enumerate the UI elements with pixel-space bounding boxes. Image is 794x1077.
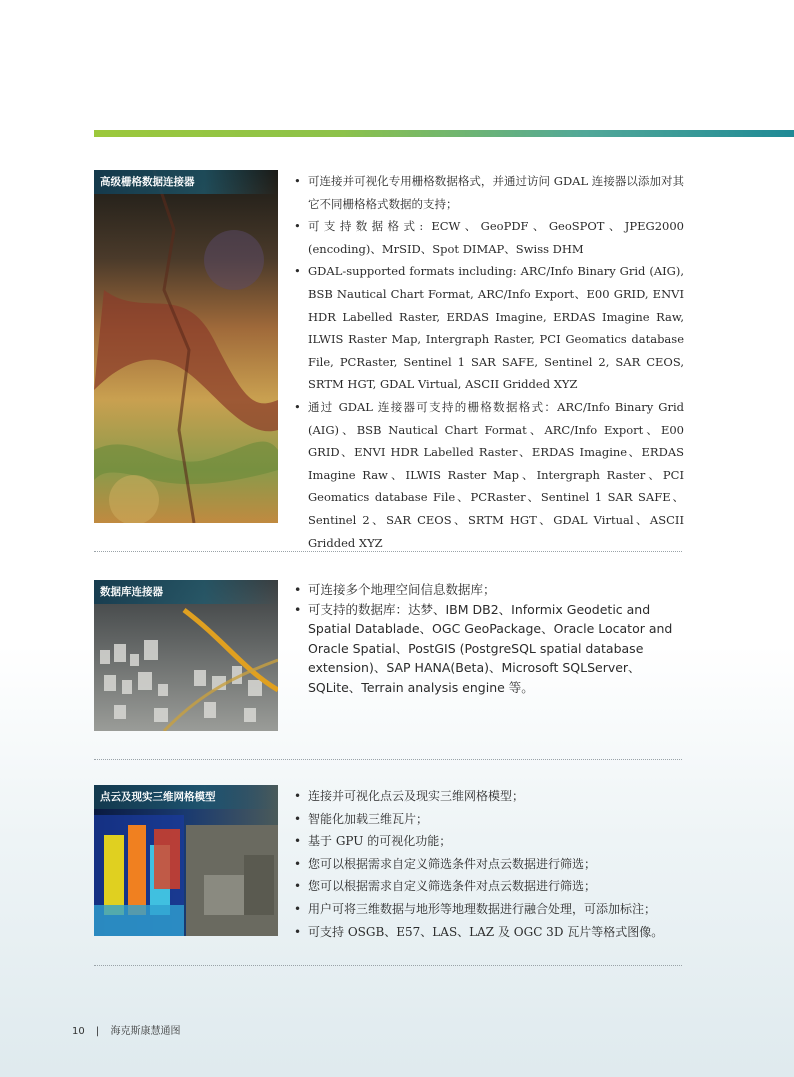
list-item: • 连接并可视化点云及现实三维网格模型；	[294, 785, 684, 808]
raster-satellite-image	[94, 170, 278, 523]
panel-title: 高级栅格数据连接器	[94, 170, 278, 194]
bullet-list	[294, 580, 684, 697]
divider	[94, 965, 682, 966]
footer-separator: |	[95, 1026, 100, 1037]
list-item: • 用户可将三维数据与地形等地理数据进行融合处理，可添加标注；	[294, 898, 684, 921]
list-item: • 智能化加载三维瓦片；	[294, 808, 684, 831]
list-item: • 您可以根据需求自定义筛选条件对点云数据进行筛选；	[294, 853, 684, 876]
top-gradient-rule	[94, 130, 794, 137]
list-item: • GDAL-supported formats including: ARC/Info Binary Grid (AIG), BSB Nautical Chart Format, ARC/Info Export、E00 GRID, ENVI HDR Labelled Raster, ERDAS Imagine, ERDAS Imagine Raw, ILWIS Raster Map, Intergraph Raster, PCI Geomatics database File, PCRaster, Sentinel 1 SAR SAFE, Sentinel 2, SAR CEOS, SRTM HGT, GDAL Virtual, ASCII Gridded XYZ	[294, 260, 684, 396]
list-item: • 基于 GPU 的可视化功能；	[294, 830, 684, 853]
bullet-list	[294, 170, 684, 554]
raster-satellite-art	[94, 170, 278, 523]
list-item: • 可连接多个地理空间信息数据库；	[294, 580, 684, 600]
panel-title: 点云及现实三维网格模型	[94, 785, 278, 809]
publication-name: 海克斯康慧通图	[110, 1026, 181, 1037]
list-item: • 可支持的数据库：达梦、IBM DB2、Informix Geodetic and Spatial Datablade、OGC GeoPackage、Oracle Locator and Oracle Spatial、PostGIS (PostgreSQL spatial database extension)、SAP HANA(Beta)、Microsoft SQLServer、SQLite、Terrain analysis engine 等。	[294, 600, 684, 698]
divider	[94, 759, 682, 760]
list-item: • 可连接并可视化专用栅格数据格式，并通过访问 GDAL 连接器以添加对其它不同栅格格式数据的支持；	[294, 170, 684, 215]
point-cloud-image	[94, 785, 278, 936]
3d-city-image	[94, 580, 278, 731]
list-item: • 您可以根据需求自定义筛选条件对点云数据进行筛选；	[294, 875, 684, 898]
panel-title: 数据库连接器	[94, 580, 278, 604]
divider	[94, 551, 682, 552]
list-item: • 可支持 OSGB、E57、LAS、LAZ 及 OGC 3D 瓦片等格式图像。	[294, 921, 684, 944]
bullet-list	[294, 785, 684, 943]
page-footer	[72, 1022, 180, 1037]
list-item: • 通过 GDAL 连接器可支持的栅格数据格式：ARC/Info Binary Grid (AIG)、BSB Nautical Chart Format、ARC/Info Export、E00 GRID、ENVI HDR Labelled Raster、ERDAS Imagine、ERDAS Imagine Raw、ILWIS Raster Map、Intergraph Raster、PCI Geomatics database File、PCRaster、Sentinel 1 SAR SAFE、Sentinel 2、SAR CEOS、SRTM HGT、GDAL Virtual、ASCII Gridded XYZ	[294, 396, 684, 554]
list-item: • 可支持数据格式: ECW、GeoPDF、GeoSPOT、JPEG2000 (encoding)、MrSID、Spot DIMAP、Swiss DHM	[294, 215, 684, 260]
page-number: 10	[72, 1026, 85, 1037]
